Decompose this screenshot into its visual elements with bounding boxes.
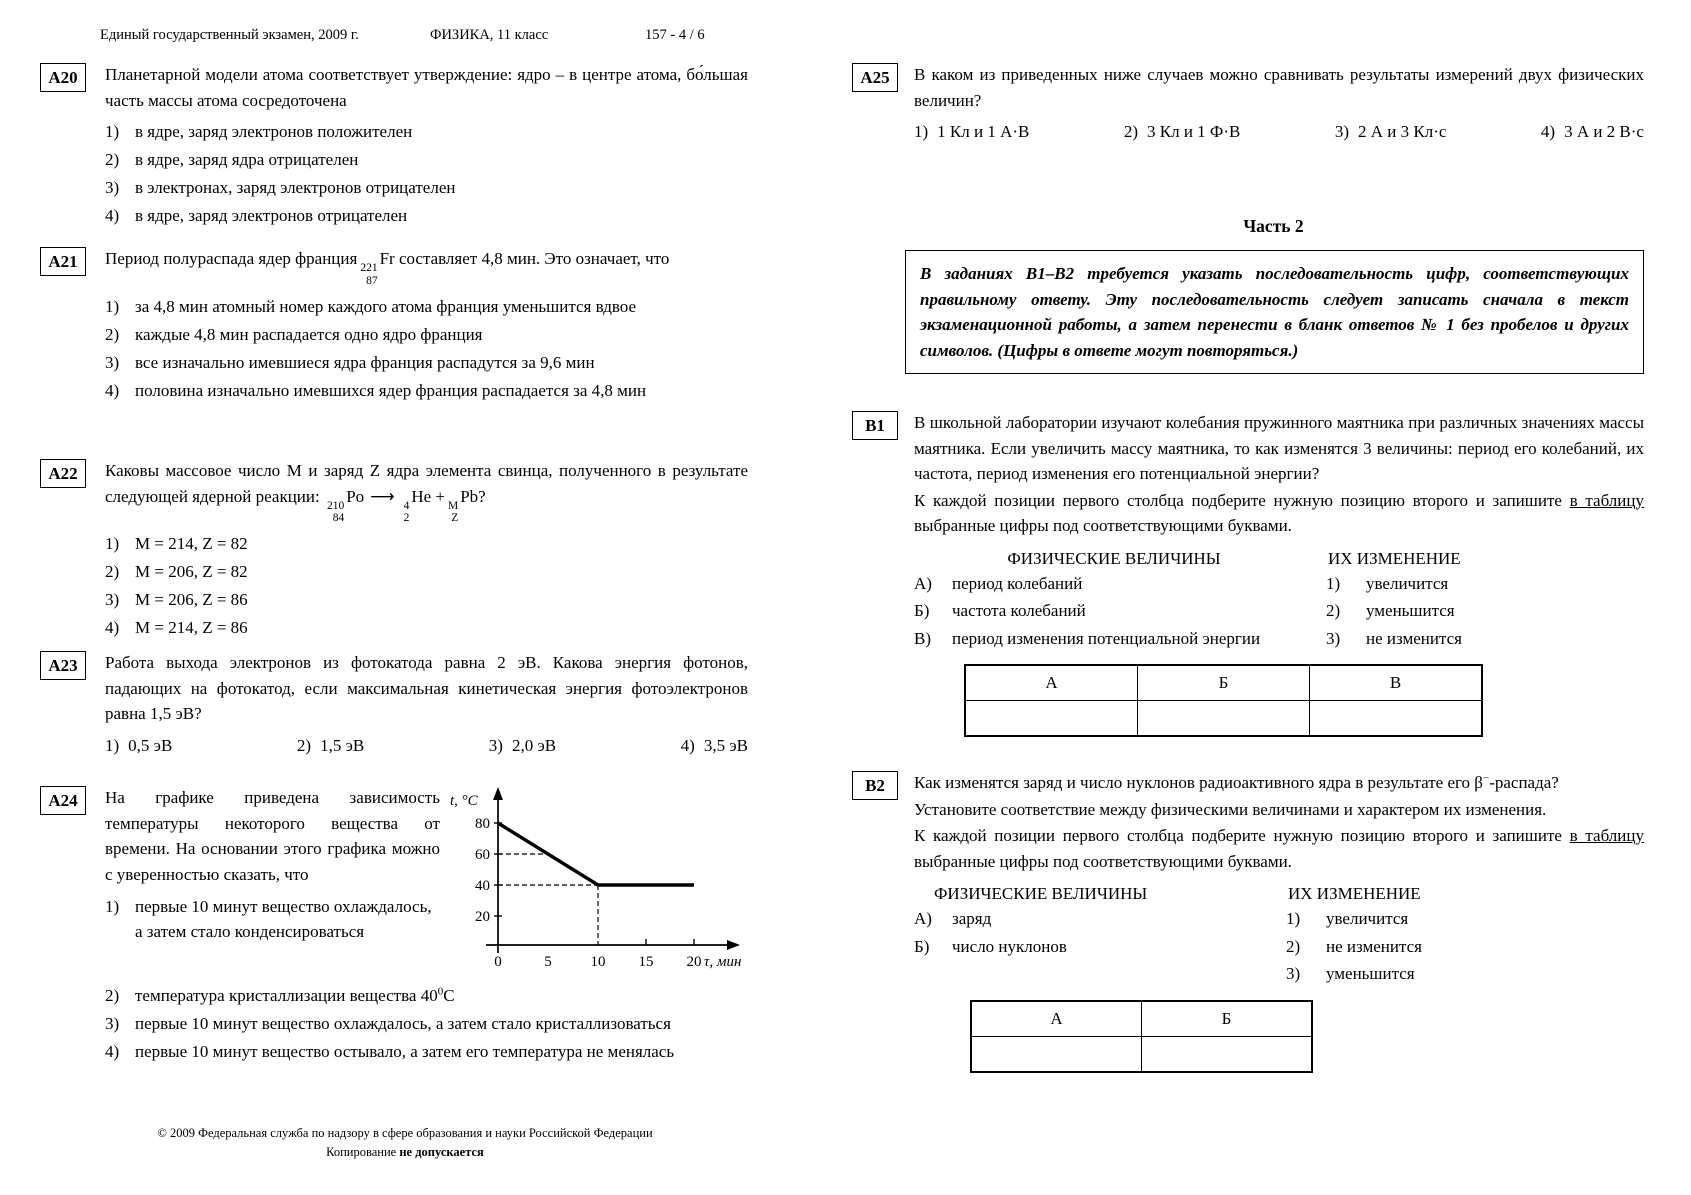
answer-table-input-row	[965, 701, 1482, 737]
answer-header-b: Б	[1138, 665, 1310, 701]
question-text-a24: На графике приведена зависимость температуры некоторого вещества от времени. На основании этого графика можно с уверенностью сказать, что	[105, 788, 440, 884]
b1-left-column	[914, 549, 1314, 652]
answer-header-a: А	[965, 665, 1138, 701]
option-text: 2,0 эВ	[511, 735, 557, 755]
answer-cell-b	[1138, 701, 1310, 737]
text-part: температура кристаллизации вещества 40	[135, 986, 438, 1005]
x-axis-label: τ, мин	[704, 954, 742, 970]
answer-header-a: А	[971, 1001, 1142, 1037]
option-text: 2 А и 3 Кл·с	[1358, 122, 1447, 141]
option-row	[105, 176, 748, 201]
option-number: 4)	[105, 380, 120, 400]
option-inline	[914, 122, 1029, 142]
option-row	[105, 120, 748, 145]
option-text: 3 Кл и 1 Ф·В	[1147, 122, 1241, 141]
answer-table-header-row	[965, 665, 1482, 701]
text-part: Каковы массовое число М и заряд Z ядра элемента свинца, полученного в результате следующей ядерной реакции:	[105, 461, 748, 506]
item-number: 3)	[1286, 964, 1301, 984]
item-letter: Б)	[914, 601, 930, 621]
option-row	[105, 204, 748, 229]
text-part: К каждой позиции первого столбца подберите нужную позицию второго и запишите	[914, 490, 1570, 510]
option-row	[105, 148, 748, 173]
text-part: Копирование	[326, 1145, 400, 1160]
text-part: выбранные цифры под соответствующими буквами.	[914, 516, 1292, 535]
question-text-b2	[914, 770, 1644, 796]
answer-table-header-row	[971, 1001, 1312, 1037]
match-item	[914, 935, 1274, 960]
option-number: 1)	[914, 122, 929, 141]
option-text: в ядре, заряд электронов положителен	[135, 122, 413, 141]
b1-matching-columns	[914, 549, 1644, 652]
match-item	[914, 627, 1314, 652]
b2-answer-table	[970, 1000, 1313, 1073]
option-number: 2)	[1123, 122, 1139, 141]
b1-right-column	[1314, 549, 1644, 652]
option-number: 2)	[105, 324, 120, 344]
a24-text-column	[105, 785, 440, 977]
temperature-curve	[498, 823, 694, 885]
element-symbol: Fr	[379, 249, 395, 268]
item-number: 3)	[1326, 628, 1341, 648]
underlined-text: в таблицу	[1569, 826, 1644, 845]
reaction-arrow: ⟶	[370, 486, 395, 507]
header-exam-title: Единый государственный экзамен, 2009 г.	[100, 27, 359, 43]
x-tick-label-15: 15	[638, 954, 654, 970]
option-number: 4)	[680, 735, 695, 755]
y-tick-label-20: 20	[475, 909, 490, 925]
option-number: 1)	[105, 122, 120, 141]
question-label-b1: В1	[852, 411, 898, 440]
mass-number: 221	[360, 262, 378, 274]
underlined-text: в таблицу	[1569, 490, 1644, 510]
footer-copy-notice	[60, 1143, 750, 1162]
question-a20	[40, 62, 748, 229]
mass-number: М	[447, 499, 459, 512]
option-text: первые 10 минут вещество охлаждалось, а затем стало кристаллизоваться	[135, 1013, 671, 1033]
item-text: число нуклонов	[952, 936, 1067, 956]
option-text: 1,5 эВ	[320, 735, 365, 755]
match-item	[914, 599, 1314, 624]
item-letter: Б)	[914, 936, 930, 956]
text-part: Период полураспада ядер франция	[105, 249, 358, 268]
b1-answer-table	[964, 664, 1483, 737]
option-inline	[1541, 122, 1644, 142]
option-text: первые 10 минут вещество остывало, а затем его температура не менялась	[135, 1041, 675, 1061]
option-number: 2)	[105, 562, 120, 582]
option-number: 1)	[105, 534, 120, 554]
answer-cell-b	[1142, 1036, 1313, 1072]
y-tick-label-40: 40	[475, 878, 490, 894]
page-footer	[60, 1124, 750, 1163]
question-a22	[40, 458, 748, 641]
item-text: период изменения потенциальной энергии	[952, 628, 1261, 648]
option-number: 3)	[105, 1013, 120, 1033]
item-number: 2)	[1326, 601, 1341, 621]
mass-number: 4	[403, 499, 410, 512]
question-text-a22	[105, 458, 748, 525]
mass-number: 210	[326, 499, 345, 512]
option-row	[105, 532, 748, 557]
match-item	[1286, 935, 1644, 960]
charge-number: 87	[366, 274, 378, 287]
charge-number: 2	[403, 512, 410, 525]
question-label-a24: А24	[40, 786, 86, 815]
answer-cell-a	[965, 701, 1138, 737]
option-number: 1)	[105, 296, 120, 316]
charge-number: 84	[332, 512, 345, 525]
question-text-a20: Планетарной модели атома соответствует утверждение: ядро – в центре атома, бо́льшая часть массы атома сосредоточена	[105, 65, 748, 110]
item-letter: А)	[914, 573, 932, 593]
x-tick-label-20: 20	[686, 954, 702, 970]
match-item	[914, 907, 1274, 932]
option-number: 3)	[105, 352, 120, 372]
item-text: увеличится	[1366, 573, 1449, 593]
bold-text: не допускается	[399, 1145, 484, 1160]
option-number: 3)	[105, 590, 120, 610]
option-text: М = 214, Z = 86	[135, 618, 248, 638]
nuclide-polonium	[327, 500, 344, 526]
item-number: 1)	[1326, 573, 1341, 593]
option-number: 3)	[488, 735, 503, 755]
option-inline	[297, 736, 364, 756]
match-item	[1326, 599, 1644, 624]
option-row	[105, 379, 748, 404]
item-letter: А)	[914, 909, 932, 928]
question-label-a22: А22	[40, 459, 86, 488]
item-number: 1)	[1286, 909, 1301, 928]
option-text: в ядре, заряд ядра отрицателен	[135, 149, 359, 169]
question-text-b1: В школьной лаборатории изучают колебания пружинного маятника при различных значениях массы маятника. Если увеличить массу маятника, то как изменятся 3 величины: период его колебаний, их частота, период изменения его потенциальной энергии?	[914, 413, 1644, 483]
match-item	[1286, 907, 1644, 932]
option-row	[105, 1012, 748, 1037]
option-number: 1)	[105, 735, 120, 755]
degree-superscript: 0	[437, 985, 444, 998]
item-text: увеличится	[1326, 909, 1409, 928]
item-letter: В)	[914, 628, 931, 648]
y-axis-arrow	[493, 787, 503, 800]
option-text	[135, 984, 748, 1009]
question-a23	[40, 650, 748, 756]
option-number: 2)	[105, 986, 120, 1005]
option-number: 2)	[296, 735, 312, 755]
option-inline	[1335, 122, 1447, 142]
question-text-a25: В каком из приведенных ниже случаев можно сравнивать результаты измерений двух физических величин?	[914, 65, 1644, 110]
question-instruction-b1	[914, 488, 1644, 539]
element-symbol: Pb?	[460, 486, 486, 506]
b2-right-column	[1274, 884, 1644, 987]
option-row	[105, 560, 748, 585]
option-text: за 4,8 мин атомный номер каждого атома франция уменьшится вдвое	[135, 296, 637, 316]
a24-text-and-graph	[105, 785, 748, 977]
element-symbol: He +	[411, 486, 445, 506]
y-axis-label: t, °C	[450, 793, 478, 809]
question-b1	[852, 410, 1644, 737]
x-tick-label-10: 10	[590, 954, 606, 970]
option-text: каждые 4,8 мин распадается одно ядро франция	[135, 324, 483, 344]
option-number: 1)	[105, 897, 120, 916]
answer-header-v: В	[1310, 665, 1483, 701]
option-number: 4)	[105, 618, 120, 638]
question-label-a20: А20	[40, 63, 86, 92]
question-b2	[852, 770, 1644, 1073]
answer-cell-v	[1310, 701, 1483, 737]
beta-minus-superscript: −	[1482, 772, 1490, 785]
element-symbol: Po	[346, 486, 365, 506]
question-label-a21: А21	[40, 247, 86, 276]
question-label-b2: В2	[852, 771, 898, 800]
text-part: Как изменятся заряд и число нуклонов радиоактивного ядра в результате его β	[914, 773, 1483, 792]
option-text: все изначально имевшиеся ядра франция распадутся за 9,6 мин	[135, 352, 595, 372]
options-a21	[105, 295, 748, 404]
question-text-a21	[105, 246, 748, 288]
a24-graph-column	[440, 785, 748, 977]
answer-header-b: Б	[1142, 1001, 1313, 1037]
item-number: 2)	[1286, 936, 1301, 956]
charge-number: Z	[451, 512, 459, 525]
text-part: -распада?	[1489, 773, 1559, 792]
options-a23	[105, 736, 748, 756]
y-tick-label-60: 60	[475, 847, 490, 863]
item-text: период колебаний	[952, 573, 1083, 593]
item-text: не изменится	[1326, 936, 1422, 956]
nuclide-helium	[404, 500, 410, 526]
item-text: не изменится	[1366, 628, 1462, 648]
question-a25	[852, 62, 1644, 142]
options-a20	[105, 120, 748, 229]
option-text: в электронах, заряд электронов отрицателен	[135, 177, 456, 197]
b2-left-column	[914, 884, 1274, 987]
question-text2-b2: Установите соответствие между физическими величинами и характером их изменения.	[914, 799, 1547, 819]
footer-copyright: © 2009 Федеральная служба по надзору в сфере образования и науки Российской Федерации	[157, 1126, 653, 1140]
option-inline	[489, 736, 556, 756]
question-text-a23: Работа выхода электронов из фотокатода равна 2 эВ. Какова энергия фотонов, падающих на фотокатод, если максимальная кинетическая энергия фотоэлектронов равна 1,5 эВ?	[105, 653, 748, 723]
option-row	[105, 895, 440, 945]
option-inline	[681, 736, 748, 756]
option-inline	[1124, 122, 1241, 142]
b2-right-column-title: ИХ ИЗМЕНЕНИЕ	[1288, 884, 1421, 903]
b2-left-column-title: ФИЗИЧЕСКИЕ ВЕЛИЧИНЫ	[934, 884, 1148, 903]
option-number: 2)	[105, 149, 120, 169]
option-text: 3,5 эВ	[703, 735, 748, 755]
nuclide-francium	[360, 262, 377, 288]
b2-matching-columns	[914, 884, 1644, 987]
answer-cell-a	[971, 1036, 1142, 1072]
nuclide-lead	[448, 500, 458, 526]
text-part: выбранные цифры под соответствующими буквами.	[914, 851, 1292, 871]
option-text: М = 206, Z = 82	[135, 562, 248, 582]
header-subject: ФИЗИКА, 11 класс	[430, 27, 549, 43]
text-part: составляет 4,8 мин. Это означает, что	[394, 249, 670, 268]
options-a24-rest	[105, 984, 748, 1065]
option-row	[105, 1040, 748, 1065]
y-tick-label-80: 80	[475, 816, 490, 832]
option-row	[105, 984, 748, 1009]
option-text: 0,5 эВ	[128, 735, 173, 755]
option-row	[105, 616, 748, 641]
temperature-time-graph	[440, 785, 748, 977]
option-number: 4)	[105, 205, 120, 225]
part2-heading: Часть 2	[1243, 216, 1304, 236]
question-a21	[40, 246, 748, 404]
text-part: С	[443, 986, 455, 1005]
question-a24	[40, 785, 748, 1065]
match-item	[1326, 627, 1644, 652]
text-part: К каждой позиции первого столбца подберите нужную позицию второго и запишите	[914, 826, 1570, 845]
option-number: 4)	[1540, 122, 1556, 141]
question-instruction-b2	[914, 823, 1644, 874]
option-row	[105, 323, 748, 348]
b1-left-column-title: ФИЗИЧЕСКИЕ ВЕЛИЧИНЫ	[1007, 548, 1221, 568]
question-label-a25: А25	[852, 63, 898, 92]
option-number: 3)	[1334, 122, 1350, 141]
question-label-a23: А23	[40, 651, 86, 680]
options-a22	[105, 532, 748, 641]
option-text: половина изначально имевшихся ядер франция распадается за 4,8 мин	[135, 380, 647, 400]
option-inline	[105, 736, 172, 756]
option-text: в ядре, заряд электронов отрицателен	[135, 205, 408, 225]
part2-instruction-box: В заданиях В1–В2 требуется указать последовательность цифр, соответствующих правильному ответу. Эту последовательность следует записать сначала в текст экзаменационной работы, а затем перенести в бланк ответов № 1 без пробелов и других символов. (Цифры в ответе могут повторяться.)	[905, 250, 1644, 374]
answer-table-input-row	[971, 1036, 1312, 1072]
header-page-code: 157 - 4 / 6	[645, 27, 705, 43]
option-number: 3)	[105, 177, 120, 197]
match-item	[1286, 962, 1644, 987]
x-axis-arrow	[727, 940, 740, 950]
option-row	[105, 295, 748, 320]
option-number: 4)	[105, 1041, 120, 1061]
match-item	[914, 572, 1314, 597]
option-row	[105, 351, 748, 376]
item-text: уменьшится	[1366, 601, 1455, 621]
x-tick-label-0: 0	[494, 954, 502, 970]
option-text: М = 214, Z = 82	[135, 534, 248, 554]
option-text: 1 Кл и 1 А·В	[937, 122, 1030, 141]
option-text: М = 206, Z = 86	[135, 590, 248, 610]
option-text: 3 А и 2 В·с	[1564, 122, 1644, 141]
match-item	[1326, 572, 1644, 597]
option-row	[105, 588, 748, 613]
b1-right-column-title: ИХ ИЗМЕНЕНИЕ	[1328, 548, 1461, 568]
options-a25	[914, 122, 1644, 142]
item-text: уменьшится	[1326, 964, 1415, 984]
x-tick-label-5: 5	[544, 954, 552, 970]
item-text: заряд	[952, 909, 992, 928]
item-text: частота колебаний	[952, 601, 1086, 621]
option-text: первые 10 минут вещество охлаждалось, а затем стало конденсироваться	[135, 897, 432, 941]
